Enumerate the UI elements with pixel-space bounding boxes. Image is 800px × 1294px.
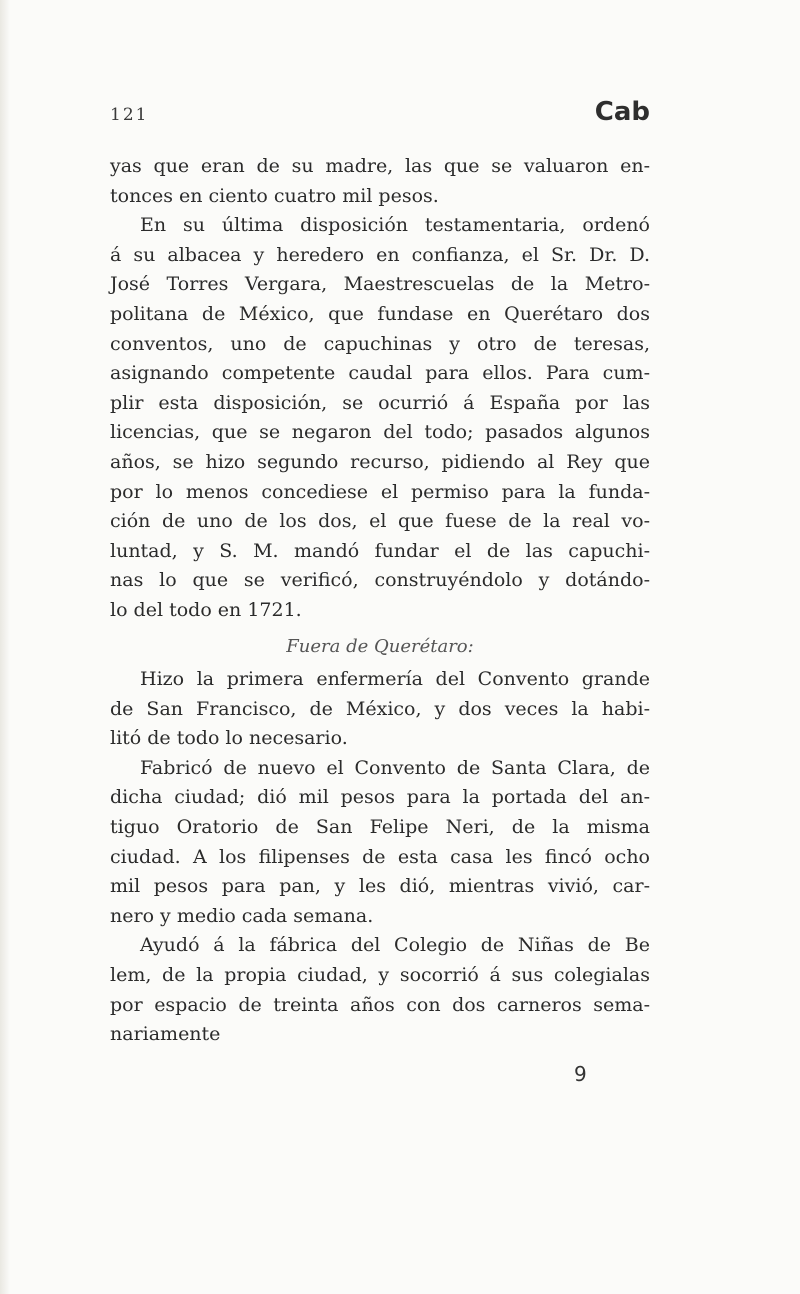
text-line: tiguo Oratorio de San Felipe Neri, de la misma bbox=[110, 816, 650, 839]
text-line: mil pesos para pan, y les dió, mientras vivió, car- bbox=[110, 875, 650, 898]
text-line: yas que eran de su madre, las que se valuaron en- bbox=[110, 155, 650, 177]
page-header bbox=[110, 97, 650, 137]
text-line: nas lo que se verificó, construyéndolo y dotándo- bbox=[110, 569, 650, 592]
text-line: lo del todo en 1721. bbox=[110, 598, 302, 621]
text-line: dicha ciudad; dió mil pesos para la portada del an- bbox=[110, 786, 650, 809]
running-head: Cab bbox=[594, 97, 650, 127]
body-text bbox=[110, 152, 650, 1050]
text-line: litó de todo lo necesario. bbox=[110, 727, 348, 750]
text-line: de San Francisco, de México, y dos veces la habi- bbox=[110, 697, 650, 720]
text-line: lem, de la propia ciudad, y socorrió á sus colegialas bbox=[110, 964, 650, 987]
signature-mark: 9 bbox=[574, 1062, 587, 1086]
text-line: Hizo la primera enfermería del Convento grande bbox=[140, 668, 650, 691]
text-line: años, se hizo segundo recurso, pidiendo al Rey que bbox=[110, 450, 650, 473]
text-line: ción de uno de los dos, el que fuese de la real vo- bbox=[110, 510, 650, 533]
text-line: por espacio de treinta años con dos carneros sema- bbox=[110, 993, 650, 1016]
text-line: ciudad. A los filipenses de esta casa les fincó ocho bbox=[110, 845, 650, 868]
page-number: 121 bbox=[110, 105, 149, 125]
text-line: Ayudó á la fábrica del Colegio de Niñas de Be bbox=[140, 934, 650, 957]
text-line: por lo menos concediese el permiso para la funda- bbox=[110, 480, 650, 503]
text-line: politana de México, que fundase en Querétaro dos bbox=[110, 302, 650, 325]
text-line: nero y medio cada semana. bbox=[110, 904, 374, 927]
text-line: á su albacea y heredero en confianza, el Sr. Dr. D. bbox=[110, 243, 650, 266]
text-line: conventos, uno de capuchinas y otro de teresas, bbox=[110, 332, 650, 355]
section-heading: Fuera de Querétaro: bbox=[286, 635, 474, 657]
text-line: luntad, y S. M. mandó fundar el de las capuchi- bbox=[110, 539, 650, 562]
text-line: En su última disposición testamentaria, ordenó bbox=[140, 214, 650, 237]
text-line: tonces en ciento cuatro mil pesos. bbox=[110, 184, 439, 207]
text-line: plir esta disposición, se ocurrió á España por las bbox=[110, 391, 650, 414]
text-line: José Torres Vergara, Maestrescuelas de la Metro- bbox=[110, 273, 650, 296]
text-line: nariamente bbox=[110, 1023, 221, 1046]
text-line: Fabricó de nuevo el Convento de Santa Clara, de bbox=[140, 756, 650, 779]
page-edge bbox=[0, 0, 10, 1294]
text-line: licencias, que se negaron del todo; pasados algunos bbox=[110, 421, 650, 444]
text-line: asignando competente caudal para ellos. Para cum- bbox=[110, 362, 650, 385]
